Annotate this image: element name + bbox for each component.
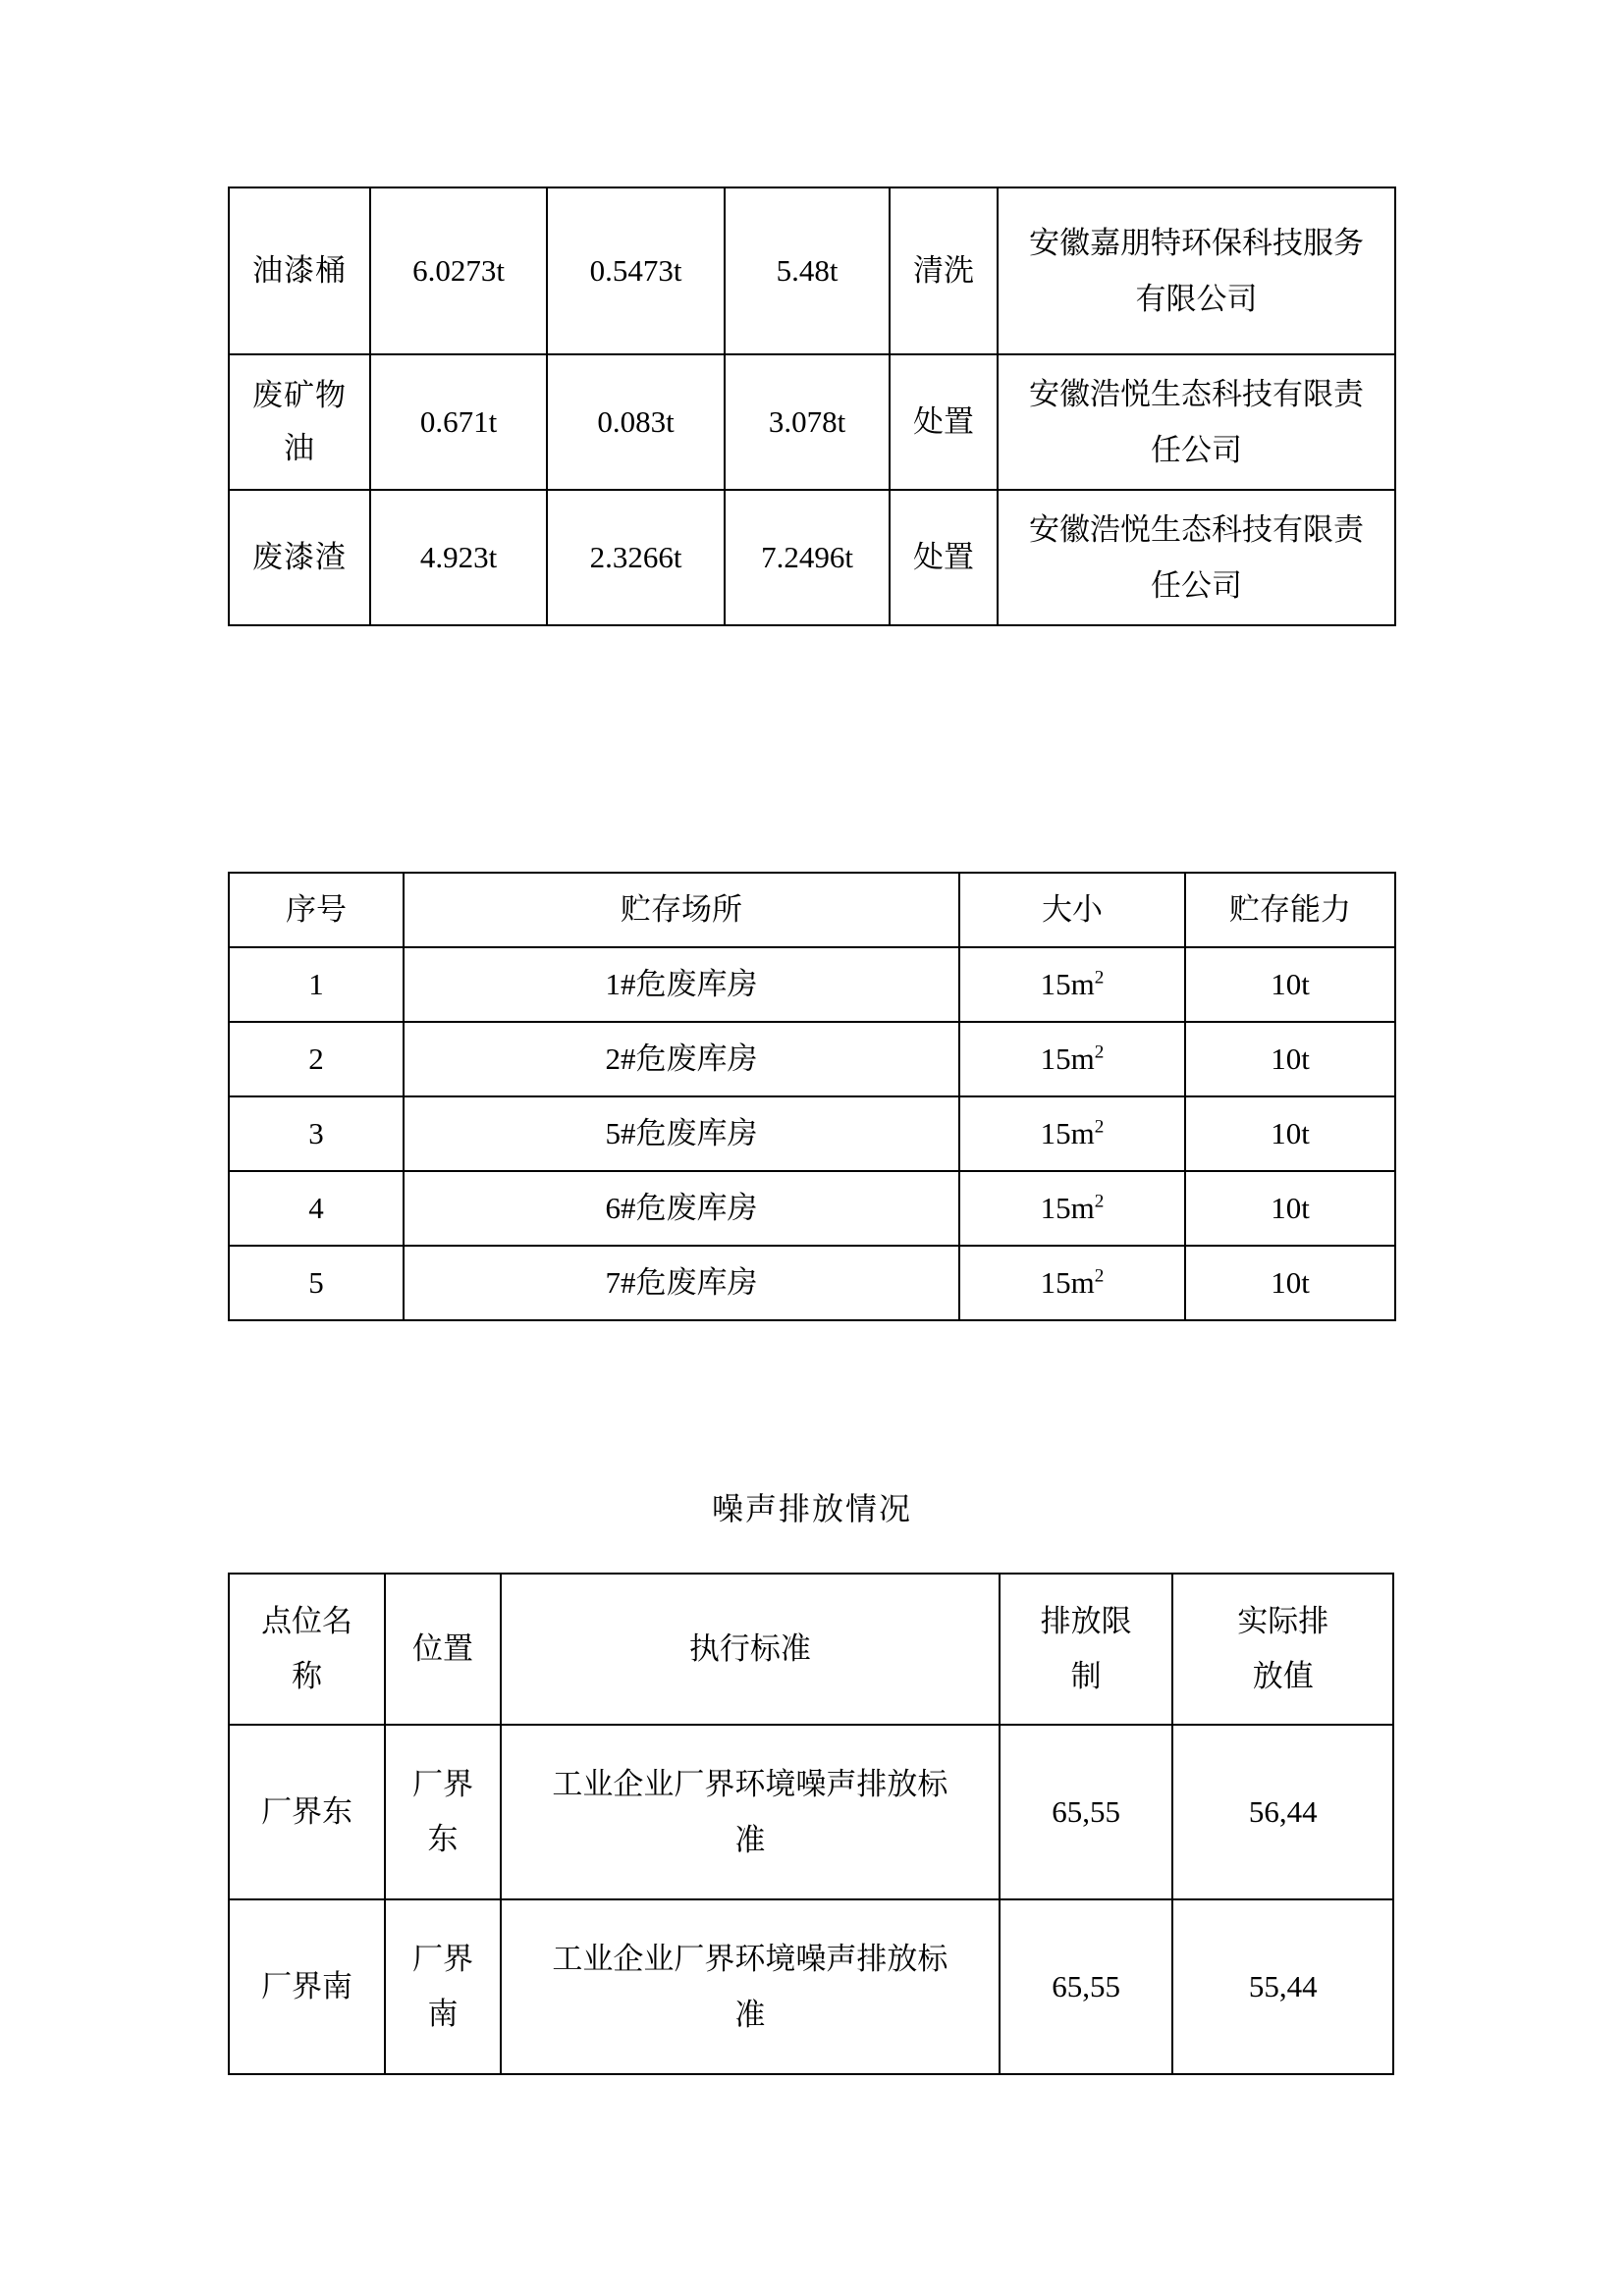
table-row [229,1899,1393,2074]
table-header-row [229,1574,1393,1725]
table-row [229,354,1395,490]
storage-no-cell: 3 [229,1096,404,1171]
table-row [229,1022,1395,1096]
storage-capacity-cell: 10t [1185,1022,1395,1096]
storage-site-cell: 5#危废库房 [404,1096,959,1171]
column-header-capacity: 贮存能力 [1185,873,1395,947]
noise-point-name-cell: 厂界东 [229,1725,385,1899]
storage-site-cell: 2#危废库房 [404,1022,959,1096]
stored-amount-cell: 0.083t [547,354,725,490]
noise-point-name-cell: 厂界南 [229,1899,385,2074]
noise-actual-cell: 56,44 [1172,1725,1393,1899]
noise-section-title: 噪声排放情况 [711,1491,912,1526]
generated-amount-cell: 0.671t [370,354,547,490]
disposal-method-cell: 处置 [890,354,998,490]
superscript-exponent: 2 [1094,1041,1105,1063]
stored-amount-cell: 2.3266t [547,490,725,625]
table-row [229,1171,1395,1246]
table-row [229,1096,1395,1171]
storage-site-cell: 1#危废库房 [404,947,959,1022]
noise-location-cell: 厂界南 [385,1899,501,2074]
column-header-limit: 排放限制 [1000,1574,1173,1725]
noise-limit-cell: 65,55 [1000,1725,1173,1899]
waste-name-cell: 废漆渣 [229,490,370,625]
noise-standard-cell: 工业企业厂界环境噪声排放标准 [501,1725,1000,1899]
transferred-amount-cell: 7.2496t [725,490,890,625]
column-header-point-name: 点位名称 [229,1574,385,1725]
disposal-unit-cell: 安徽浩悦生态科技有限责任公司 [998,490,1395,625]
superscript-exponent: 2 [1094,1191,1105,1212]
storage-capacity-cell: 10t [1185,1096,1395,1171]
storage-size-cell: $15m^2$ [959,1246,1185,1320]
stored-amount-cell: 0.5473t [547,187,725,354]
table-header-row [229,873,1395,947]
storage-site-cell: 6#危废库房 [404,1171,959,1246]
storage-size-cell: $15m^2$ [959,1096,1185,1171]
superscript-exponent: 2 [1094,1116,1105,1138]
noise-actual-cell: 55,44 [1172,1899,1393,2074]
storage-no-cell: 1 [229,947,404,1022]
superscript-exponent: 2 [1094,967,1105,988]
table-row [229,947,1395,1022]
storage-size-cell: $15m^2$ [959,1171,1185,1246]
column-header-size: 大小 [959,873,1185,947]
storage-no-cell: 2 [229,1022,404,1096]
transferred-amount-cell: 5.48t [725,187,890,354]
column-header-location: 位置 [385,1574,501,1725]
noise-limit-cell: 65,55 [1000,1899,1173,2074]
column-header-actual: 实际排放值 [1172,1574,1393,1725]
noise-standard-cell: 工业企业厂界环境噪声排放标准 [501,1899,1000,2074]
transferred-amount-cell: 3.078t [725,354,890,490]
table-row [229,490,1395,625]
table-row [229,187,1395,354]
storage-site-cell: 7#危废库房 [404,1246,959,1320]
table-row [229,1246,1395,1320]
disposal-method-cell: 处置 [890,490,998,625]
column-header-site: 贮存场所 [404,873,959,947]
storage-no-cell: 4 [229,1171,404,1246]
storage-size-cell: $15m^2$ [959,1022,1185,1096]
waste-name-cell: 废矿物油 [229,354,370,490]
generated-amount-cell: 6.0273t [370,187,547,354]
noise-location-cell: 厂界东 [385,1725,501,1899]
hazardous-waste-storage-table [228,872,1396,1321]
storage-no-cell: 5 [229,1246,404,1320]
superscript-exponent: 2 [1094,1265,1105,1287]
waste-name-cell: 油漆桶 [229,187,370,354]
generated-amount-cell: 4.923t [370,490,547,625]
disposal-unit-cell: 安徽浩悦生态科技有限责任公司 [998,354,1395,490]
disposal-unit-cell: 安徽嘉朋特环保科技服务有限公司 [998,187,1395,354]
storage-capacity-cell: 10t [1185,1171,1395,1246]
noise-emission-table [228,1573,1394,2075]
table-row [229,1725,1393,1899]
hazardous-waste-disposal-table [228,187,1396,626]
column-header-standard: 执行标准 [501,1574,1000,1725]
column-header-no: 序号 [229,873,404,947]
disposal-method-cell: 清洗 [890,187,998,354]
storage-capacity-cell: 10t [1185,947,1395,1022]
storage-capacity-cell: 10t [1185,1246,1395,1320]
storage-size-cell: $15m^2$ [959,947,1185,1022]
